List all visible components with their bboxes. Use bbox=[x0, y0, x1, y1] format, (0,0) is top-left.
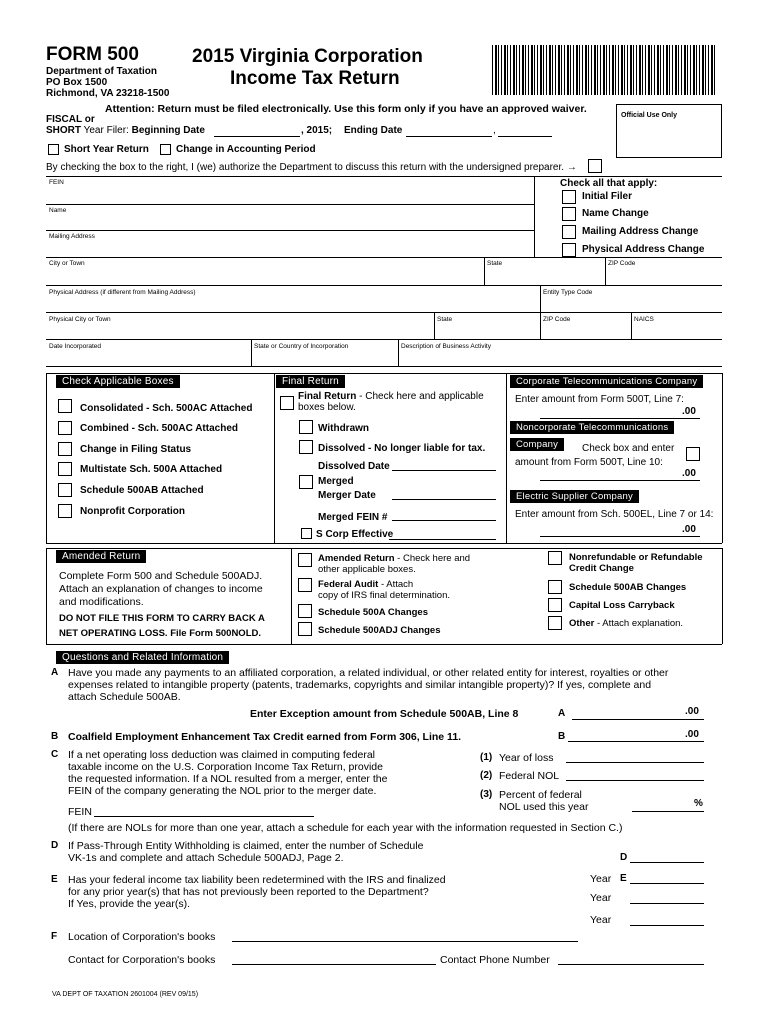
year-filer-line bbox=[46, 125, 205, 137]
nonrefundable-label: Nonrefundable or Refundable bbox=[569, 552, 703, 563]
noncorporate-check-label: Check box and enter bbox=[582, 443, 675, 454]
final-return-desc: - Check here and applicable bbox=[356, 391, 484, 402]
dept-po-box: PO Box 1500 bbox=[46, 77, 108, 88]
question-c1-label: Year of loss bbox=[499, 752, 554, 764]
nonrefundable-checkbox[interactable] bbox=[548, 551, 562, 565]
mailing-address-field[interactable] bbox=[49, 241, 531, 257]
filing-status-label: Change in Filing Status bbox=[80, 444, 192, 455]
question-a-exception-label: Enter Exception amount from Schedule 500AB, Line 8 bbox=[250, 708, 519, 720]
barcode bbox=[492, 45, 717, 95]
dept-city: Richmond, VA 23218-1500 bbox=[46, 88, 170, 99]
physical-state-label: State bbox=[437, 316, 453, 323]
noncorporate-enter-label: amount from Form 500T, Line 10: bbox=[515, 457, 663, 468]
dissolved-label: Dissolved - No longer liable for tax. bbox=[318, 443, 486, 454]
state-country-label: State or Country of Incorporation bbox=[254, 343, 349, 350]
noncorporate-amount: .00 bbox=[682, 468, 696, 479]
dissolved-checkbox[interactable] bbox=[299, 440, 313, 454]
capital-loss-label: Capital Loss Carryback bbox=[569, 600, 675, 611]
question-c3-num: (3) bbox=[480, 789, 493, 800]
question-a-text1: Have you made any payments to an affiliated corporation, a related individual, or other related entity for interest, royalties or other bbox=[68, 667, 669, 679]
question-a-amount: .00 bbox=[685, 706, 699, 717]
question-c-note: (If there are NOLs for more than one year, attach a schedule for each year with the information requested in Section C.) bbox=[68, 822, 623, 834]
telecom-amount-field[interactable] bbox=[540, 418, 700, 419]
question-b-tag: B bbox=[558, 731, 566, 742]
question-c-letter: C bbox=[51, 749, 59, 760]
question-c2-label: Federal NOL bbox=[499, 770, 560, 782]
attention-note: Attention: Return must be filed electronically. Use this form only if you have an approved waiver. bbox=[105, 103, 587, 115]
question-c1-num: (1) bbox=[480, 752, 493, 763]
question-e-year1-field[interactable] bbox=[630, 883, 704, 884]
electric-amount-field[interactable] bbox=[540, 536, 700, 537]
schedule-500adj-changes-checkbox[interactable] bbox=[298, 622, 312, 636]
ending-comma: , bbox=[493, 125, 496, 136]
arrow-icon: → bbox=[566, 162, 577, 173]
authorize-text bbox=[46, 162, 577, 174]
multistate-checkbox[interactable] bbox=[58, 462, 72, 476]
physical-address-label: Physical Address (if different from Mailing Address) bbox=[49, 289, 196, 296]
merger-date-field[interactable] bbox=[392, 499, 496, 500]
amended-return-desc: - Check here and bbox=[394, 553, 471, 564]
question-c-text3: the requested information. If a NOL resulted from a merger, enter the bbox=[68, 773, 388, 785]
question-c-text4: FEIN of the company generating the NOL prior to the merger date. bbox=[68, 785, 377, 797]
question-c2-num: (2) bbox=[480, 770, 493, 781]
question-b-letter: B bbox=[51, 731, 59, 742]
beginning-date-label: Beginning Date bbox=[131, 125, 205, 136]
federal-audit-desc2: copy of IRS final determination. bbox=[318, 590, 451, 601]
telecom-amount: .00 bbox=[682, 406, 696, 417]
dissolved-date-field[interactable] bbox=[392, 470, 496, 471]
schedule-500ab-checkbox[interactable] bbox=[58, 483, 72, 497]
contact-phone-field[interactable] bbox=[558, 964, 704, 965]
question-a-tag: A bbox=[558, 708, 566, 719]
amended-warning2: NET OPERATING LOSS. File Form 500NOLD. bbox=[59, 628, 261, 639]
short-label: SHORT bbox=[46, 125, 81, 136]
consolidated-checkbox[interactable] bbox=[58, 399, 72, 413]
authorize-preparer-checkbox[interactable] bbox=[588, 159, 602, 173]
books-contact-field[interactable] bbox=[232, 964, 436, 965]
multistate-label: Multistate Sch. 500A Attached bbox=[80, 464, 223, 475]
questions-heading: Questions and Related Information bbox=[56, 651, 229, 664]
footer-text: VA DEPT OF TAXATION 2601004 (REV 09/15) bbox=[52, 991, 199, 998]
beginning-date-field[interactable] bbox=[214, 136, 300, 137]
question-f-text: Location of Corporation's books bbox=[68, 931, 216, 943]
vk1-count-field[interactable] bbox=[630, 862, 704, 863]
question-a-text3: attach Schedule 500AB. bbox=[68, 691, 181, 703]
merged-fein-label: Merged FEIN # bbox=[318, 512, 388, 523]
applicable-heading: Check Applicable Boxes bbox=[56, 375, 180, 388]
tax-year: 2015 bbox=[192, 46, 235, 67]
year-of-loss-field[interactable] bbox=[566, 762, 704, 763]
question-a-letter: A bbox=[51, 667, 59, 678]
amended-return-bold: Amended Return bbox=[318, 553, 395, 564]
state-label: State bbox=[487, 260, 503, 267]
contact-phone-label: Contact Phone Number bbox=[440, 954, 550, 966]
question-a-amount-field[interactable] bbox=[572, 719, 704, 720]
schedule-500a-changes-checkbox[interactable] bbox=[298, 604, 312, 618]
telecom-heading: Corporate Telecommunications Company bbox=[510, 375, 703, 388]
withdrawn-label: Withdrawn bbox=[318, 423, 370, 434]
s-corp-label: S Corp Effective bbox=[316, 529, 394, 540]
question-b-amount-field[interactable] bbox=[568, 741, 704, 742]
dissolved-date-label: Dissolved Date bbox=[318, 461, 390, 472]
books-location-field[interactable] bbox=[232, 941, 578, 942]
question-c-fein-field[interactable] bbox=[94, 816, 314, 817]
withdrawn-checkbox[interactable] bbox=[299, 420, 313, 434]
question-e-text3: If Yes, provide the year(s). bbox=[68, 898, 190, 910]
noncorporate-heading2: Company bbox=[510, 438, 564, 451]
official-use-box bbox=[616, 104, 722, 158]
telecom-enter-label: Enter amount from Form 500T, Line 7: bbox=[515, 394, 684, 405]
question-c-text1: If a net operating loss deduction was claimed in computing federal bbox=[68, 749, 376, 761]
question-e-year2-field[interactable] bbox=[630, 903, 704, 904]
federal-audit-checkbox[interactable] bbox=[298, 578, 312, 592]
noncorporate-heading: Noncorporate Telecommunications bbox=[510, 421, 674, 434]
name-change-checkbox[interactable] bbox=[562, 207, 576, 221]
form-title-line2: Income Tax Return bbox=[230, 68, 400, 89]
question-d-letter: D bbox=[51, 840, 59, 851]
final-return-checkbox[interactable] bbox=[280, 396, 294, 410]
question-c3-label-b: NOL used this year bbox=[499, 801, 589, 813]
combined-label: Combined - Sch. 500AC Attached bbox=[80, 423, 238, 434]
question-b-text: Coalfield Employment Enhancement Tax Credit earned from Form 306, Line 11. bbox=[68, 731, 462, 743]
short-year-checkbox[interactable] bbox=[48, 144, 59, 155]
merged-checkbox[interactable] bbox=[299, 475, 313, 489]
official-use-label: Official Use Only bbox=[621, 112, 678, 119]
amended-return-checkbox[interactable] bbox=[298, 553, 312, 567]
entity-type-label: Entity Type Code bbox=[543, 289, 593, 296]
amended-text1: Complete Form 500 and Schedule 500ADJ. bbox=[59, 570, 263, 582]
question-d-text1: If Pass-Through Entity Withholding is claimed, enter the number of Schedule bbox=[68, 840, 424, 852]
nol-percent-sign: % bbox=[694, 798, 703, 809]
fein-label: FEIN bbox=[49, 179, 64, 186]
city-label: City or Town bbox=[49, 260, 85, 267]
year-filer-label: Year Filer: bbox=[83, 125, 129, 136]
business-description-label: Description of Business Activity bbox=[401, 343, 491, 350]
date-incorporated-label: Date Incorporated bbox=[49, 343, 102, 350]
question-f-letter: F bbox=[51, 931, 58, 942]
mailing-change-label: Mailing Address Change bbox=[582, 226, 699, 237]
question-e-text2: for any prior year(s) that has not previously been reported to the Department? bbox=[68, 886, 429, 898]
nol-percent-field[interactable] bbox=[632, 811, 704, 812]
question-c-fein-label: FEIN bbox=[68, 806, 92, 818]
question-e-year3-field[interactable] bbox=[630, 925, 704, 926]
title-text: Virginia Corporation bbox=[239, 46, 423, 67]
question-b-amount: .00 bbox=[685, 729, 699, 740]
question-e-letter: E bbox=[51, 874, 58, 885]
federal-audit-desc: - Attach bbox=[378, 579, 414, 590]
fiscal-or: FISCAL or bbox=[46, 114, 95, 125]
initial-filer-label: Initial Filer bbox=[582, 191, 633, 202]
credit-change-label: Credit Change bbox=[569, 563, 634, 574]
mailing-address-label: Mailing Address bbox=[49, 233, 95, 240]
authorize-sentence: By checking the box to the right, I (we) authorize the Department to discuss this return with the undersigned preparer. bbox=[46, 162, 565, 173]
amended-text3: and modifications. bbox=[59, 596, 144, 608]
s-corp-checkbox[interactable] bbox=[301, 528, 312, 539]
name-change-label: Name Change bbox=[582, 208, 649, 219]
nonprofit-label: Nonprofit Corporation bbox=[80, 506, 185, 517]
federal-nol-field[interactable] bbox=[566, 780, 704, 781]
change-accounting-checkbox[interactable] bbox=[160, 144, 171, 155]
amended-text2: Attach an explanation of changes to income bbox=[59, 583, 263, 595]
question-e-year2-label: Year bbox=[590, 892, 612, 904]
fein-field[interactable] bbox=[49, 186, 531, 202]
initial-filer-checkbox[interactable] bbox=[562, 190, 576, 204]
merger-date-label: Merger Date bbox=[318, 490, 376, 501]
ending-date-field[interactable] bbox=[406, 136, 492, 137]
check-all-label: Check all that apply: bbox=[560, 178, 658, 189]
amended-return-desc2: other applicable boxes. bbox=[318, 564, 416, 575]
electric-enter-label: Enter amount from Sch. 500EL, Line 7 or 14: bbox=[515, 509, 714, 520]
physical-zip-label: ZIP Code bbox=[543, 316, 571, 323]
final-return-heading: Final Return bbox=[276, 375, 345, 388]
question-e-year3-label: Year bbox=[590, 914, 612, 926]
merged-label: Merged bbox=[318, 476, 354, 487]
schedule-500a-changes-label: Schedule 500A Changes bbox=[318, 607, 428, 618]
schedule-500adj-changes-label: Schedule 500ADJ Changes bbox=[318, 625, 441, 636]
other-change-desc: - Attach explanation. bbox=[594, 618, 684, 629]
consolidated-label: Consolidated - Sch. 500AC Attached bbox=[80, 403, 253, 414]
physical-change-checkbox[interactable] bbox=[562, 243, 576, 257]
mailing-change-checkbox[interactable] bbox=[562, 225, 576, 239]
question-d-text2: VK-1s and complete and attach Schedule 500ADJ, Page 2. bbox=[68, 852, 344, 864]
capital-loss-checkbox[interactable] bbox=[548, 598, 562, 612]
question-c3-label-a: Percent of federal bbox=[499, 789, 582, 801]
merged-fein-field[interactable] bbox=[392, 520, 496, 521]
form-number: FORM 500 bbox=[46, 44, 139, 65]
year-2015: , 2015; bbox=[301, 125, 333, 136]
physical-change-label: Physical Address Change bbox=[582, 244, 705, 255]
question-e-tag: E bbox=[620, 873, 627, 884]
amended-warning1: DO NOT FILE THIS FORM TO CARRY BACK A bbox=[59, 613, 265, 624]
schedule-500ab-changes-checkbox[interactable] bbox=[548, 580, 562, 594]
question-a-text2: expenses related to intangible property (patents, trademarks, copyrights and similar intangible property)? If yes, complete and bbox=[68, 679, 652, 691]
question-d-tag: D bbox=[620, 852, 628, 863]
other-change-text bbox=[569, 618, 683, 630]
question-e-text1: Has your federal income tax liability been redetermined with the IRS and finalized bbox=[68, 874, 446, 886]
ending-year-field[interactable] bbox=[498, 136, 552, 137]
question-c-text2: taxable income on the U.S. Corporation Income Tax Return, provide bbox=[68, 761, 383, 773]
combined-checkbox[interactable] bbox=[58, 421, 72, 435]
nonprofit-checkbox[interactable] bbox=[58, 504, 72, 518]
schedule-500ab-label: Schedule 500AB Attached bbox=[80, 485, 204, 496]
name-field[interactable] bbox=[49, 214, 531, 230]
short-year-label: Short Year Return bbox=[64, 144, 149, 155]
final-return-desc2: boxes below. bbox=[298, 402, 356, 413]
zip-label: ZIP Code bbox=[608, 260, 636, 267]
ending-date-label: Ending Date bbox=[344, 125, 403, 136]
electric-heading: Electric Supplier Company bbox=[510, 490, 639, 503]
electric-amount: .00 bbox=[682, 524, 696, 535]
filing-status-checkbox[interactable] bbox=[58, 442, 72, 456]
books-contact-label: Contact for Corporation's books bbox=[68, 954, 216, 966]
name-label: Name bbox=[49, 207, 67, 214]
form-title-line1 bbox=[192, 46, 423, 68]
other-change-bold: Other bbox=[569, 618, 595, 629]
naics-label: NAICS bbox=[634, 316, 654, 323]
other-change-checkbox[interactable] bbox=[548, 616, 562, 630]
noncorporate-checkbox[interactable] bbox=[686, 447, 700, 461]
physical-city-label: Physical City or Town bbox=[49, 316, 111, 323]
change-accounting-label: Change in Accounting Period bbox=[176, 144, 316, 155]
noncorporate-amount-field[interactable] bbox=[540, 480, 700, 481]
final-return-bold: Final Return bbox=[298, 391, 357, 402]
s-corp-field[interactable] bbox=[389, 539, 496, 540]
schedule-500ab-changes-label: Schedule 500AB Changes bbox=[569, 582, 687, 593]
question-e-year1-label: Year bbox=[590, 873, 612, 885]
dept-name: Department of Taxation bbox=[46, 66, 157, 77]
amended-heading: Amended Return bbox=[56, 550, 146, 563]
federal-audit-bold: Federal Audit bbox=[318, 579, 379, 590]
